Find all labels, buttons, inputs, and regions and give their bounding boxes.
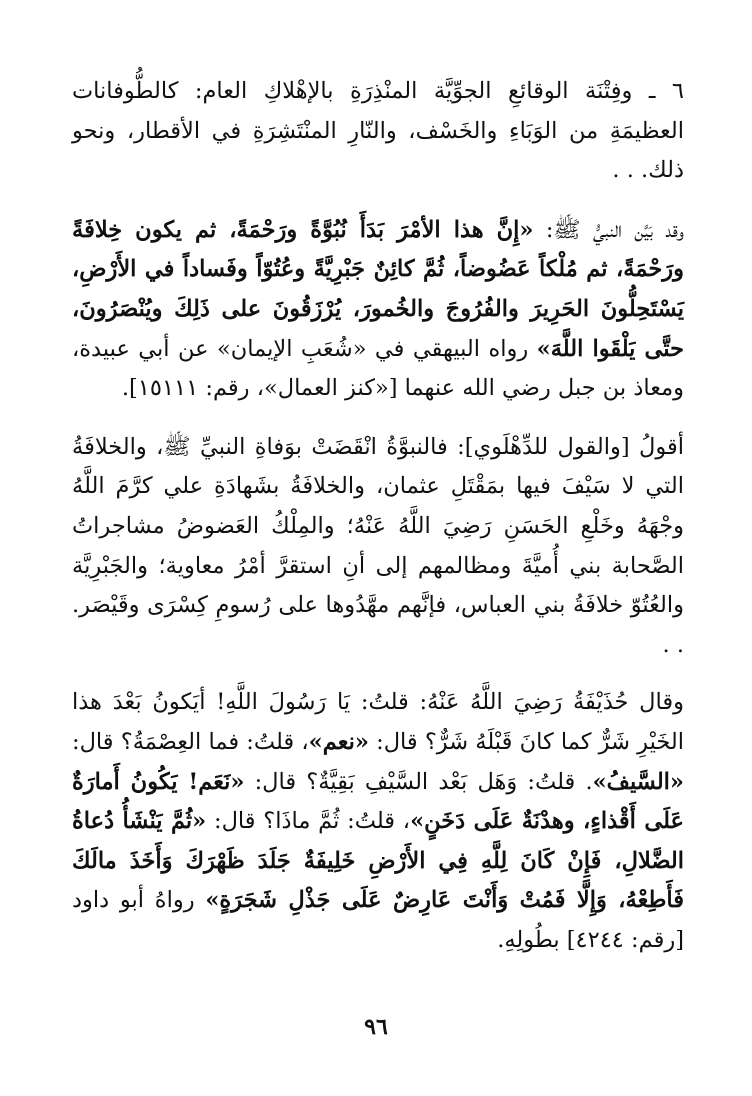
paragraph-dehlawi-saying: [72, 428, 684, 666]
paragraph-text: ، قلتُ: فما العِصْمَةُ؟ قال:: [72, 728, 309, 755]
paragraph-text: ، قلتُ: ثُمَّ ماذَا؟ قال:: [206, 808, 411, 835]
paragraph-text: ٦ ـ وفِتْنَة الوقائعِ الجوِّيَّة المنْذِرَةِ بالإهْلاكِ العام: كالطُّوفانات العظيمَةِ من الوَبَاءِ والخَسْف، والنّارِ المنْتَشِرَةِ في الأقطار، ونحو ذلك. . .: [72, 78, 684, 184]
paragraph-text: . قلتُ: وَهَل بَعْد السَّيْفِ بَقِيَّةٌ؟ قال:: [244, 768, 593, 795]
paragraph-hudhayfa-hadith: [72, 683, 684, 960]
hadith-quote: «السَّيفُ»: [592, 768, 684, 795]
paragraph-trial-six: [72, 72, 684, 191]
paragraph-text: وقال حُذَيْفَةُ رَضِيَ اللَّهُ عَنْهُ: قلتُ: يَا رَسُولَ اللَّهِ! أيَكونُ بَعْدَ هذا الخَيْرِ شَرٌّ كما كانَ قَبْلَهُ شَرٌّ؟ قال:: [72, 689, 684, 755]
hadith-quote: «نَعَم! يَكُونُ أَمارَةٌ عَلَى أَقْذاءٍ، وهدْنَةٌ عَلَى دَخَنٍ»: [72, 768, 684, 835]
hadith-quote: «ثُمَّ يَنْشَأُ دُعاةُ الضَّلالِ، فَإِنْ كَانَ لِلَّهِ فِي الأَرْضِ خَلِيفَةٌ جَلَدَ ظَهْرَكَ وَأَخَذَ مالَكَ فَأَطِعْهُ، وَإِلَّا فَمُتْ وَأَنْتَ عَارِضٌ عَلَى جَذْلِ شَجَرَةٍ»: [72, 808, 684, 914]
hadith-source: رواه البيهقي في «شُعَبِ الإيمان» عن أبي عبيدة، ومعاذ بن جبل رضي الله عنهما [«كنز العمال»، رقم: ١٥١١١].: [72, 335, 684, 402]
hadith-quote: «نعم»: [308, 728, 369, 755]
paragraph-text: أقولُ [والقول للدِّهْلَوي]: فالنبوَّةُ انْقَضَتْ بوَفاةِ النبيِّ ﷺ، والخلافَةُ التي لا سَيْفَ فيها بمَقْتَلِ عثمان، والخلافَةُ بشَهادَةِ علي كرَّمَ اللَّهُ وجْهَهُ وخَلْعِ الحَسَنِ رَضِيَ اللَّهُ عَنْهُ؛ والمِلْكُ العَضوضُ مشاجراتُ الصَّحابة بني أُميَّةَ ومظالمهم إلى أنِ استقرَّ أمْرُ معاوية؛ والجَبْرِيَّة والعُتُوّ خلافَةُ بني العباس، فإنَّهم مهَّدُوها على رُسومِ كِسْرَى وقَيْصَر. . .: [72, 433, 684, 658]
page-body: [72, 72, 684, 960]
paragraph-prophet-hadith: [72, 211, 684, 409]
page-number: ٩٦: [364, 1014, 388, 1040]
hadith-quote: «إِنَّ هذا الأمْرَ بَدَأَ نُبُوَّةً ورَحْمَةً، ثم يكون خِلافَةً ورَحْمَةً، ثم مُلْكاً عَضُوضاً، ثُمَّ كائِنٌ جَبْرِيَّةً وعُتُوّاً وفَساداً في الأَرْضِ، يَسْتَحِلُّونَ الحَرِيرَ والفُرُوجَ والخُمورَ، يُرْزَقُونَ على ذَلِكَ ويُنْصَرُونَ، حتَّى يَلْقَوا اللَّهَ»: [72, 216, 684, 362]
paragraph-text: وقد بَيَّن النبيُّ ﷺ:: [533, 216, 684, 243]
hadith-source: رواهُ أبو داود [رقم: ٤٢٤٤] بطُولِهِ.: [72, 887, 684, 953]
